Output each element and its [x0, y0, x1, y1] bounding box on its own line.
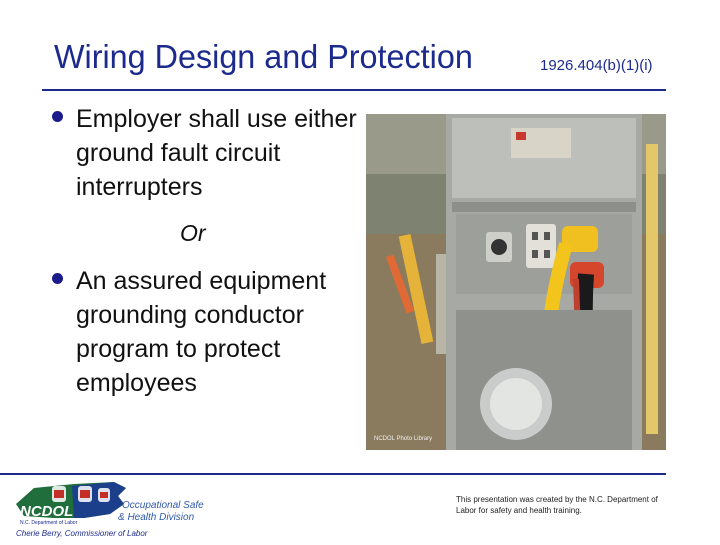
- photo-credit: NCDOL Photo Library: [374, 436, 433, 442]
- footer-note: This presentation was created by the N.C. Department of Labor for safety and health training.: [456, 495, 658, 515]
- ncdol-logo: [14, 474, 204, 540]
- standard-code: 1926.404(b)(1)(i): [540, 57, 653, 74]
- logo-main-text: NCDOL: [20, 503, 74, 520]
- gfci-panel-photo: [366, 114, 666, 450]
- logo-division-line2: & Health Division: [118, 512, 195, 523]
- slide-title-wrapper: [54, 38, 481, 76]
- bullet-icon: [52, 111, 63, 122]
- slide-title: Wiring Design and Protection: [54, 38, 473, 75]
- connector-text: Or: [180, 220, 206, 246]
- ncdol-logo-graphic: [14, 474, 204, 540]
- photo-illustration: [366, 114, 666, 450]
- bullet-text-1: Employer shall use either ground fault circuit interrupters: [76, 105, 357, 201]
- bullet-text-2: An assured equipment grounding conductor program to protect employees: [76, 267, 327, 397]
- title-divider: [42, 89, 666, 91]
- logo-sub-text: N.C. Department of Labor: [20, 520, 78, 526]
- logo-division-line1: Occupational Safety: [122, 500, 204, 511]
- bullet-icon: [52, 273, 63, 284]
- logo-commissioner-text: Cherie Berry, Commissioner of Labor: [16, 529, 148, 538]
